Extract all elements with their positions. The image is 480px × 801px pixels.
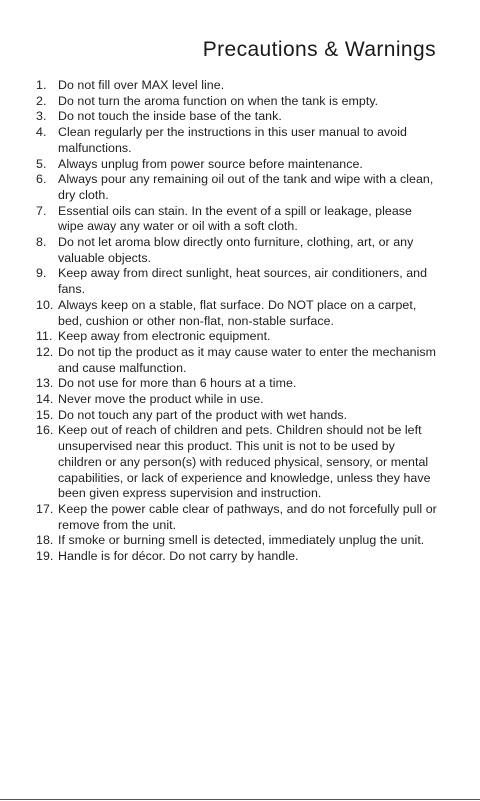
item-number: 2. <box>36 93 47 108</box>
item-number: 3. <box>36 109 47 124</box>
list-item <box>36 549 440 565</box>
list-item <box>36 345 440 376</box>
list-item <box>36 392 440 408</box>
item-number: 10. <box>36 297 54 312</box>
list-item <box>36 235 440 266</box>
item-number: 11. <box>36 329 53 344</box>
item-text: Keep away from electronic equipment. <box>58 329 271 344</box>
item-number: 17. <box>36 501 54 516</box>
item-text: Never move the product while in use. <box>58 392 264 407</box>
list-item <box>36 125 440 156</box>
item-text: Do not touch the inside base of the tank. <box>58 109 282 124</box>
item-text: Do not let aroma blow directly onto furniture, clothing, art, or any valuable objects. <box>58 235 414 265</box>
item-number: 6. <box>36 172 47 187</box>
item-text: Keep the power cable clear of pathways, and do not forcefully pull or remove from the unit. <box>58 501 437 532</box>
item-text: Clean regularly per the instructions in this user manual to avoid malfunctions. <box>58 125 407 155</box>
item-text: Do not touch any part of the product with wet hands. <box>58 407 348 422</box>
list-item <box>36 172 440 203</box>
item-number: 12. <box>36 344 54 359</box>
item-text: Keep away from direct sunlight, heat sources, air conditioners, and fans. <box>58 266 428 297</box>
item-text: Always unplug from power source before maintenance. <box>58 156 363 171</box>
warnings-list <box>36 78 440 565</box>
item-text: Keep out of reach of children and pets. Children should not be left unsupervised near this product. This unit is not to be used by children or any person(s) with reduced physical, sensory, or mental capabilities, or lack of experience and knowledge, unless they have been given express supervision and instruction. <box>58 423 431 501</box>
item-number: 4. <box>36 125 47 140</box>
item-number: 15. <box>36 407 54 422</box>
item-text: Do not tip the product as it may cause water to enter the mechanism and cause malfunction. <box>58 344 437 375</box>
item-text: Do not use for more than 6 hours at a time. <box>58 376 297 391</box>
item-text: If smoke or burning smell is detected, immediately unplug the unit. <box>58 533 425 548</box>
item-number: 18. <box>36 533 54 548</box>
item-text: Always keep on a stable, flat surface. Do NOT place on a carpet, bed, cushion or other non-flat, non-stable surface. <box>58 297 417 328</box>
list-item <box>36 204 440 235</box>
list-item <box>36 329 440 345</box>
item-number: 7. <box>36 203 47 218</box>
list-item <box>36 376 440 392</box>
item-number: 13. <box>36 376 54 391</box>
list-item <box>36 533 440 549</box>
list-item <box>36 408 440 424</box>
item-text: Handle is for décor. Do not carry by handle. <box>58 549 299 564</box>
item-text: Do not turn the aroma function on when the tank is empty. <box>58 93 379 108</box>
item-number: 16. <box>36 423 54 438</box>
item-text: Essential oils can stain. In the event of a spill or leakage, please wipe away any water or oil with a soft cloth. <box>58 203 412 234</box>
list-item <box>36 423 440 502</box>
item-number: 8. <box>36 235 47 250</box>
item-number: 1. <box>36 78 47 92</box>
list-item <box>36 266 440 297</box>
list-item <box>36 157 440 173</box>
item-number: 19. <box>36 549 54 564</box>
list-item <box>36 94 440 110</box>
list-item <box>36 298 440 329</box>
list-item <box>36 109 440 125</box>
item-number: 9. <box>36 266 47 281</box>
list-item <box>36 502 440 533</box>
list-item <box>36 78 440 94</box>
item-number: 14. <box>36 392 54 407</box>
page-title: Precautions & Warnings <box>202 38 436 61</box>
item-number: 5. <box>36 156 47 171</box>
item-text: Always pour any remaining oil out of the tank and wipe with a clean, dry cloth. <box>58 172 434 202</box>
item-text: Do not fill over MAX level line. <box>58 78 225 92</box>
bottom-divider <box>0 799 480 800</box>
